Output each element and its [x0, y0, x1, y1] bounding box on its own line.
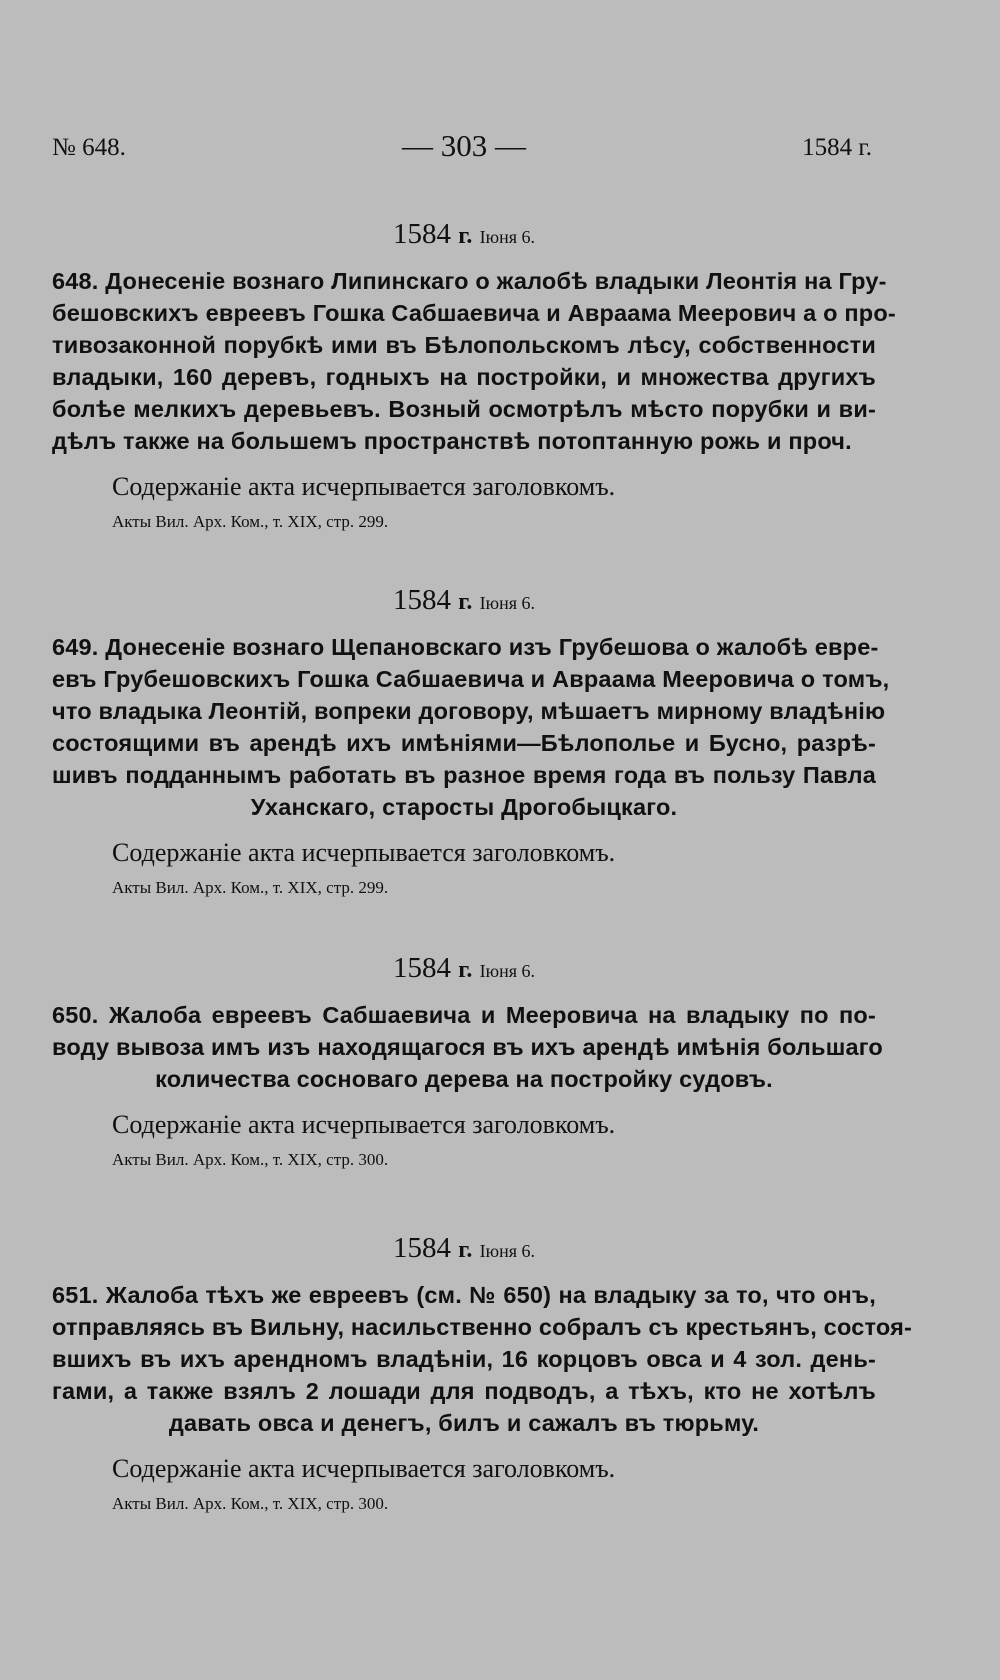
entry-title: 651. Жалоба тѣхъ же евреевъ (см. № 650) на владыку за то, что онъ, отправляясь въ Вильну, насильственно собралъ съ крестьянъ, состоя- вшихъ въ ихъ арендномъ владѣніи, 16 корцовъ овса и 4 зол. день- гами, а также взялъ 2 лошади для подводъ, а тѣхъ, кто не хотѣлъ давать овса и денегъ, билъ и сажалъ въ тюрьму. [52, 1282, 913, 1436]
entry-650 [52, 952, 883, 1171]
header-year: 1584 г. [802, 134, 872, 161]
entry-number: 648. [52, 268, 99, 294]
entry-title: 650. Жалоба евреевъ Сабшаевича и Мееровича на владыку по по- воду вывоза имъ изъ находящагося въ ихъ арендѣ имѣнія большаго количества сосноваго дерева на постройку судовъ. [52, 1002, 883, 1092]
entry-number: 649. [52, 634, 99, 660]
entry-number: 651. [52, 1282, 99, 1308]
entry-source: Акты Вил. Арх. Ком., т. XIX, стр. 300. [112, 1150, 389, 1169]
entry-summary: Содержаніе акта исчерпывается заголовкомъ. [112, 1110, 616, 1139]
entry-date: 1584 г. Іюня 6. [392, 218, 536, 250]
entry-summary: Содержаніе акта исчерпывается заголовкомъ. [112, 1454, 616, 1483]
entry-source: Акты Вил. Арх. Ком., т. XIX, стр. 299. [112, 878, 389, 897]
page-number: — 303 — [402, 128, 526, 163]
entry-649 [52, 584, 890, 899]
entry-date: 1584 г. Іюня 6. [392, 584, 536, 616]
entry-source: Акты Вил. Арх. Ком., т. XIX, стр. 299. [112, 512, 389, 531]
entry-source: Акты Вил. Арх. Ком., т. XIX, стр. 300. [112, 1494, 389, 1513]
entry-number: 650. [52, 1002, 99, 1028]
entry-summary: Содержаніе акта исчерпывается заголовкомъ. [112, 472, 616, 501]
entry-648 [52, 218, 896, 533]
entry-date: 1584 г. Іюня 6. [392, 952, 536, 984]
document-number: № 648. [52, 134, 126, 161]
entry-date: 1584 г. Іюня 6. [392, 1232, 536, 1264]
entry-summary: Содержаніе акта исчерпывается заголовкомъ. [112, 838, 616, 867]
entry-651 [52, 1232, 913, 1515]
page-header [52, 128, 872, 168]
entry-title: 649. Донесеніе вознаго Щепановскаго изъ Грубешова о жалобѣ евре- евъ Грубешовскихъ Гошка Сабшаевича и Авраама Мееровича о томъ, что владыка Леонтій, вопреки договору, мѣшаетъ мирному владѣнію состоящими въ арендѣ ихъ имѣніями—Бѣлополье и Бусно, разрѣ- шивъ подданнымъ работать въ разное время года въ пользу Павла Уханскаго, старосты Дрогобыцкаго. [52, 634, 890, 820]
entry-title: 648. Донесеніе вознаго Липинскаго о жалобѣ владыки Леонтія на Гру- бешовскихъ евреевъ Гошка Сабшаевича и Авраама Меерович а о про- тивозаконной порубкѣ ими въ Бѣлопольскомъ лѣсу, собственности владыки, 160 деревъ, годныхъ на постройки, и множества другихъ болѣе мелкихъ деревьевъ. Возный осмотрѣлъ мѣсто порубки и ви- дѣлъ также на большемъ пространствѣ потоптанную рожь и проч. [52, 268, 896, 454]
